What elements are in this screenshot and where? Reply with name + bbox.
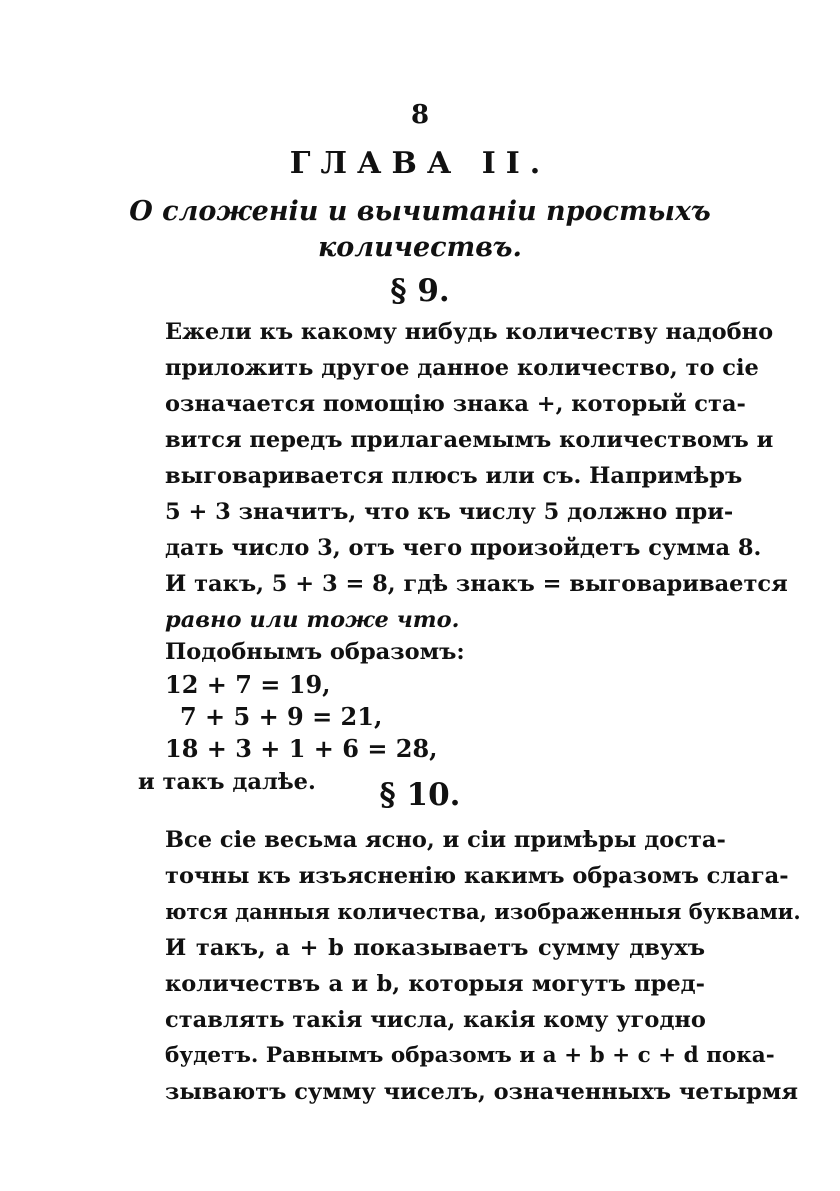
section-heading-9: § 9. bbox=[390, 273, 450, 309]
chapter-title-line-2: количествъ. bbox=[318, 232, 522, 263]
paragraph-line: зываютъ сумму чиселъ, означенныхъ четырмя bbox=[165, 1079, 798, 1105]
paragraph-line: равно или тоже что. bbox=[165, 607, 460, 633]
paragraph-line: ставлять такiя числа, какiя кому угодно bbox=[165, 1007, 706, 1033]
page-number: 8 bbox=[410, 100, 430, 130]
paragraph-line: будетъ. Равнымъ образомъ и a + b + c + d пока- bbox=[165, 1043, 775, 1068]
paragraph-line: означается помощiю знака +, который ста- bbox=[165, 391, 746, 417]
paragraph-line: И такъ, 5 + 3 = 8, гдѣ знакъ = выговаривается bbox=[165, 571, 788, 597]
chapter-heading: ГЛАВА II. bbox=[289, 146, 551, 181]
paragraph-line: 5 + 3 значитъ, что къ числу 5 должно при- bbox=[165, 499, 734, 525]
paragraph-line: количествъ a и b, которыя могутъ пред- bbox=[165, 971, 705, 997]
equation: 12 + 7 = 19, bbox=[165, 670, 331, 699]
paragraph-line: точны къ изъясненiю какимъ образомъ слага- bbox=[165, 863, 789, 889]
paragraph-line: дать число 3, отъ чего произойдетъ сумма 8. bbox=[165, 535, 762, 561]
equation: 7 + 5 + 9 = 21, bbox=[180, 702, 383, 731]
paragraph-line: И такъ, a + b показываетъ сумму двухъ bbox=[165, 935, 705, 961]
closing-line: и такъ далѣе. bbox=[138, 769, 316, 795]
chapter-title-line-1: О сложенiи и вычитанiи простыхъ bbox=[129, 196, 711, 227]
paragraph-line: Ежели къ какому нибудь количеству надобно bbox=[165, 319, 774, 345]
equation: 18 + 3 + 1 + 6 = 28, bbox=[165, 734, 438, 763]
paragraph-line: вится передъ прилагаемымъ количествомъ и bbox=[165, 427, 774, 453]
paragraph-line: выговаривается плюсъ или съ. Напримѣръ bbox=[165, 463, 743, 489]
paragraph-line: ются данныя количества, изображенныя буквами. bbox=[165, 899, 801, 924]
similarly-label: Подобнымъ образомъ: bbox=[165, 639, 465, 665]
paragraph-line: Все сiе весьма ясно, и сiи примѣры доста- bbox=[165, 827, 726, 853]
paragraph-line: приложить другое данное количество, то сiе bbox=[165, 355, 759, 381]
section-heading-10: § 10. bbox=[379, 777, 461, 813]
